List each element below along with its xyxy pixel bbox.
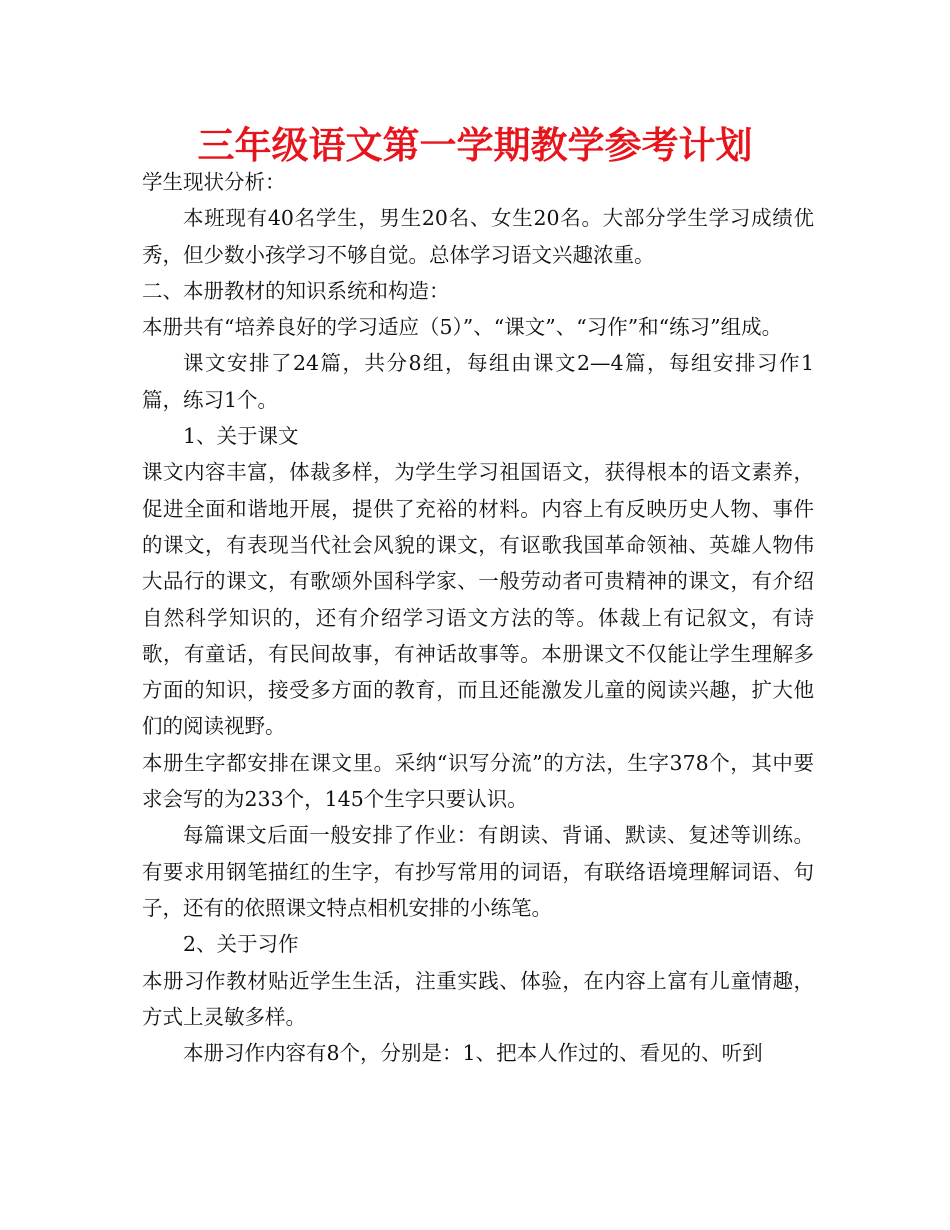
paragraph: 每篇课文后面一般安排了作业：有朗读、背诵、默读、复述等训练。有要求用钢笔描红的生字，有抄写常用的词语，有联络语境理解词语、句子，还有的依照课文特点相机安排的小练笔。	[142, 823, 814, 920]
paragraph-subheading: 2、关于习作	[183, 932, 299, 957]
paragraph: 本册习作内容有8个，分别是：1、把本人作过的、看见的、听到	[183, 1041, 763, 1066]
paragraph-subheading: 1、关于课文	[183, 424, 299, 449]
paragraph: 本册习作教材贴近学生生活，注重实践、体验，在内容上富有儿童情趣，方式上灵敏多样。	[142, 968, 814, 1029]
document-body	[142, 164, 814, 1071]
paragraph: 本册共有“培养良好的学习适应（5）”、“课文”、“习作”和“练习”组成。	[142, 315, 783, 340]
paragraph: 本册生字都安排在课文里。采纳“识写分流”的方法，生字378个，其中要求会写的为233个，145个生字只要认识。	[142, 750, 814, 812]
document-title: 三年级语文第一学期教学参考计划	[197, 124, 753, 167]
paragraph: 本班现有40名学生，男生20名、女生20名。大部分学生学习成绩优秀，但少数小孩学习不够自觉。总体学习语文兴趣浓重。	[142, 206, 814, 267]
paragraph-section-heading: 学生现状分析：	[142, 170, 286, 194]
paragraph: 课文内容丰富，体裁多样，为学生学习祖国语文，获得根本的语文素养，促进全面和谐地开展，提供了充裕的材料。内容上有反映历史人物、事件的课文，有表现当代社会风貌的课文，有讴歌我国革命领袖、英雄人物伟大品行的课文，有歌颂外国科学家、一般劳动者可贵精神的课文，有介绍自然科学知识的，还有介绍学习语文方法的等。体裁上有记叙文，有诗歌，有童话，有民间故事，有神话故事等。本册课文不仅能让学生理解多方面的知识，接受多方面的教育，而且还能激发儿童的阅读兴趣，扩大他们的阅读视野。	[142, 460, 814, 739]
paragraph-section-heading: 二、本册教材的知识系统和构造：	[142, 278, 450, 303]
paragraph: 课文安排了24篇，共分8组，每组由课文2—4篇，每组安排习作1篇，练习1个。	[142, 351, 814, 412]
